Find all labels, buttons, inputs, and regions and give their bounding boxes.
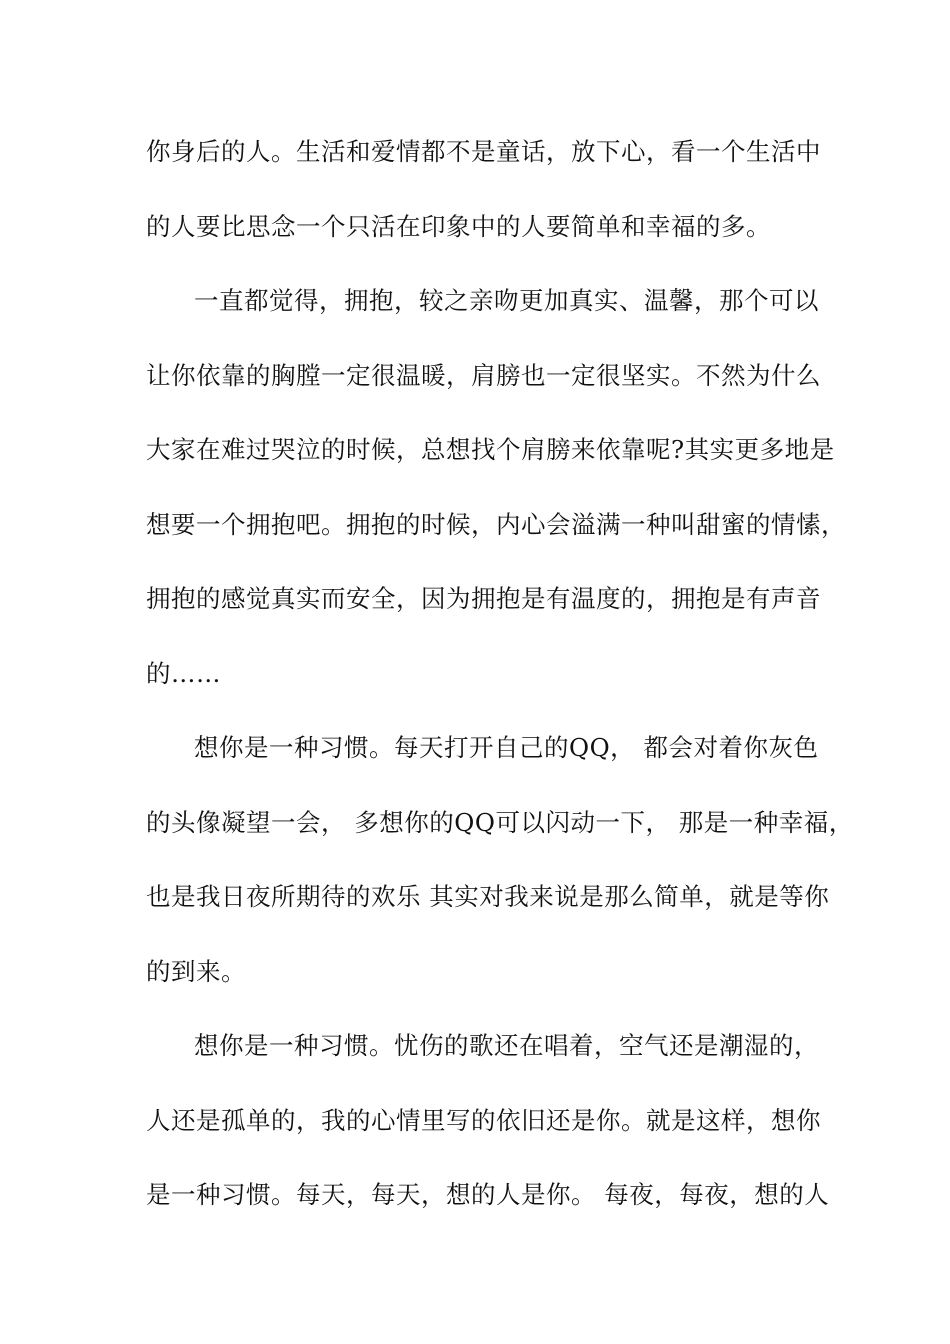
text-line: 拥抱的感觉真实而安全，因为拥抱是有温度的，拥抱是有声音 (146, 584, 821, 613)
text-line: 的头像凝望一会， 多想你的QQ可以闪动一下， 那是一种幸福， (146, 807, 854, 837)
text-line: 也是我日夜所期待的欢乐 其实对我来说是那么简单，就是等你 (146, 882, 830, 911)
text-line: 你身后的人。生活和爱情都不是童话，放下心，看一个生活中 (146, 137, 821, 166)
text-line: 让你依靠的胸膛一定很温暖，肩膀也一定很坚实。不然为什么 (146, 360, 821, 390)
text-line: 的人要比思念一个只活在印象中的人要简单和幸福的多。 (146, 211, 771, 241)
text-line: 是一种习惯。每天，每天，想的人是你。 每夜，每夜，想的人 (146, 1180, 830, 1209)
text-line: 大家在难过哭泣的时候，总想找个肩膀来依靠呢?其实更多地是 (146, 435, 835, 464)
paragraph-start-line: 一直都觉得，拥抱，较之亲吻更加真实、温馨，那个可以 (194, 286, 819, 315)
text-line: 的到来。 (146, 956, 246, 986)
body-text (146, 130, 854, 1248)
paragraph-start-line: 想你是一种习惯。每天打开自己的QQ， 都会对着你灰色 (194, 733, 819, 762)
text-line: 的…… (146, 658, 221, 688)
text-line: 人还是孤单的，我的心情里写的依旧还是你。就是这样，想你 (146, 1105, 821, 1135)
paragraph-start-line: 想你是一种习惯。忧伤的歌还在唱着，空气还是潮湿的， (194, 1031, 819, 1060)
text-line: 想要一个拥抱吧。拥抱的时候，内心会溢满一种叫甜蜜的情愫， (146, 509, 846, 539)
